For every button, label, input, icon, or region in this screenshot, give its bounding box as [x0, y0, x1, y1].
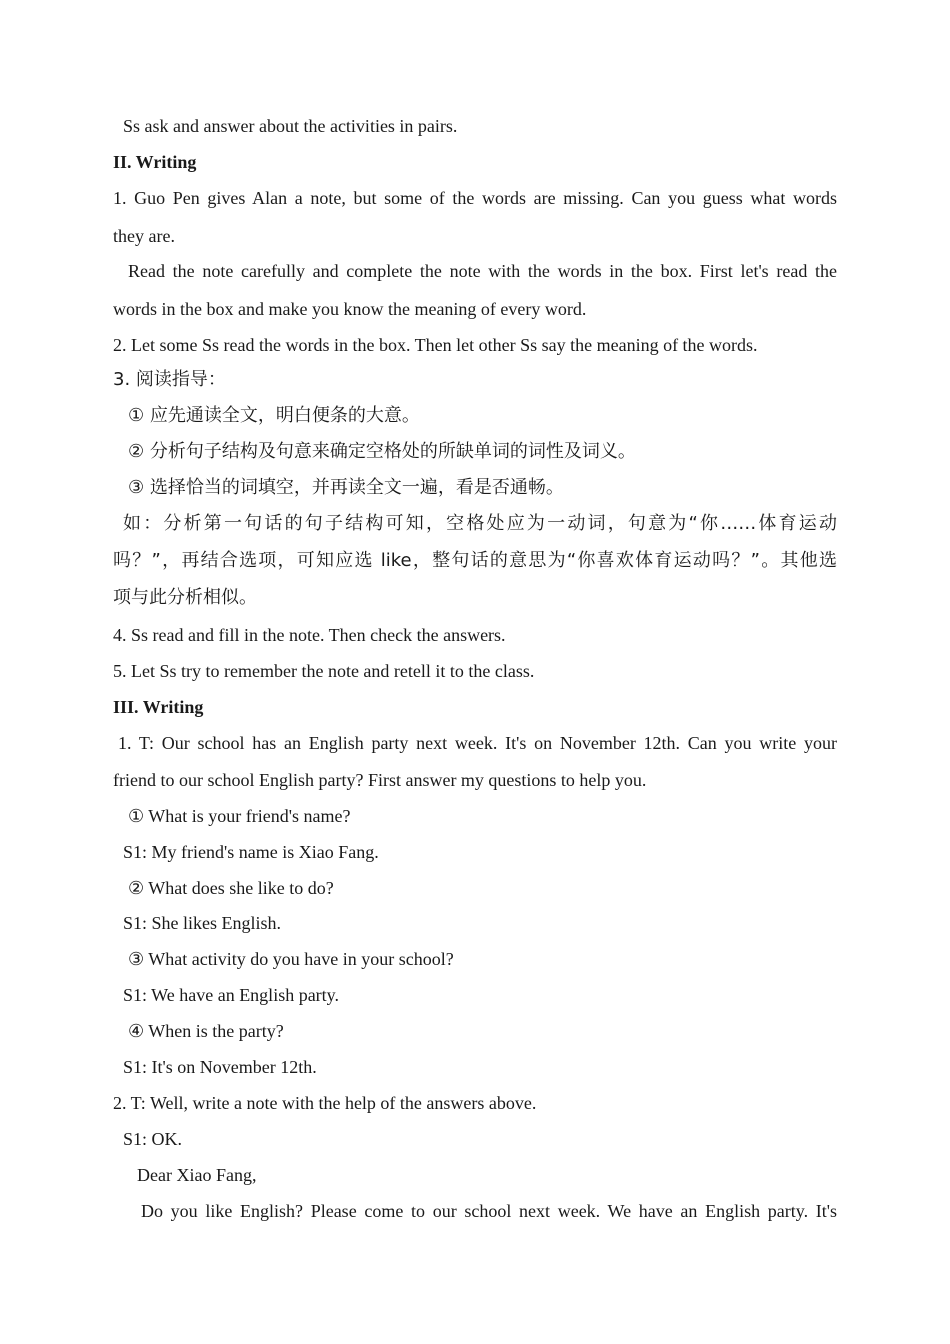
writing-item-4: 4. Ss read and fill in the note. Then check the answers.	[113, 625, 506, 645]
reading-guide-heading: 3. 阅读指导：	[113, 369, 226, 390]
question-1: ① What is your friend's name?	[128, 806, 351, 826]
read-note-instruction-line-1: Read the note carefully and complete the note with the words in the box. First let's read the	[128, 261, 837, 281]
read-note-instruction-line-2: words in the box and make you know the meaning of every word.	[113, 299, 587, 319]
answer-3: S1: We have an English party.	[123, 985, 340, 1005]
activity-intro: Ss ask and answer about the activities in pairs.	[123, 116, 458, 136]
example-analysis-line-2: 吗？”，再结合选项，可知应选 like，整句话的意思为“你喜欢体育运动吗？”。其他选	[113, 550, 837, 571]
answer-1: S1: My friend's name is Xiao Fang.	[123, 842, 379, 862]
answer-4: S1: It's on November 12th.	[123, 1057, 317, 1077]
question-2: ② What does she like to do?	[128, 878, 334, 898]
reading-guide-tip-1: ① 应先通读全文，明白便条的大意。	[128, 405, 420, 426]
student-reply: S1: OK.	[123, 1129, 183, 1149]
section-heading-writing-2: II. Writing	[113, 152, 197, 172]
question-4: ④ When is the party?	[128, 1021, 284, 1041]
party-item-1-line-1: 1. T: Our school has an English party next week. It's on November 12th. Can you write your	[118, 733, 837, 753]
writing-item-1-line-2: they are.	[113, 226, 175, 246]
letter-body-line-1: Do you like English? Please come to our school next week. We have an English party. It's	[141, 1201, 837, 1221]
writing-item-1-line-1: 1. Guo Pen gives Alan a note, but some of the words are missing. Can you guess what words	[113, 188, 837, 208]
section-heading-writing-3: III. Writing	[113, 697, 204, 717]
example-analysis-line-1: 如：分析第一句话的句子结构可知，空格处应为一动词，句意为“你……体育运动	[123, 513, 837, 534]
letter-greeting: Dear Xiao Fang,	[137, 1165, 257, 1185]
writing-item-2: 2. Let some Ss read the words in the box. Then let other Ss say the meaning of the words.	[113, 335, 758, 355]
party-item-1-line-2: friend to our school English party? First answer my questions to help you.	[113, 770, 647, 790]
reading-guide-tip-2: ② 分析句子结构及句意来确定空格处的所缺单词的词性及词义。	[128, 441, 636, 462]
answer-2: S1: She likes English.	[123, 913, 282, 933]
question-3: ③ What activity do you have in your school?	[128, 949, 454, 969]
writing-item-5: 5. Let Ss try to remember the note and retell it to the class.	[113, 661, 535, 681]
party-item-2: 2. T: Well, write a note with the help of the answers above.	[113, 1093, 537, 1113]
example-analysis-line-3: 项与此分析相似。	[113, 587, 257, 608]
reading-guide-tip-3: ③ 选择恰当的词填空，并再读全文一遍，看是否通畅。	[128, 477, 564, 498]
